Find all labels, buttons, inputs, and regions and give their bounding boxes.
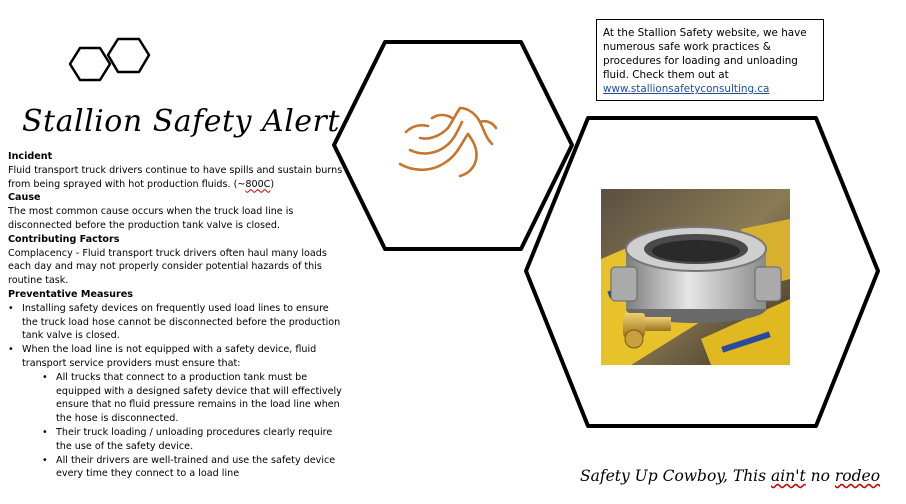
sub-measure-item: • All their drivers are well-trained and use the safety device every time they connect to a load line [8,454,343,482]
alert-title: Stallion Safety Alert [22,104,340,139]
incident-text: Fluid transport truck drivers continue to have spills and sustain burns from being sprayed with hot production fluids. (~800C) [8,164,343,190]
small-hexagon-left [70,48,110,80]
temperature-value: 800C [245,178,271,190]
incident-heading: Incident [8,151,53,162]
measure-item: • When the load line is not equipped with a safety device, fluid transport service providers must ensure that: [8,343,343,371]
measure-item: • Installing safety devices on frequently used load lines to ensure the truck load hose cannot be disconnected before the production tank valve is closed. [8,302,343,343]
sub-measure-item: • Their truck loading / unloading procedures clearly require the use of the safety device. [8,426,343,454]
footer-slogan: Safety Up Cowboy, This ain't no rodeo [580,467,881,485]
measures-list [8,302,343,371]
factors-heading: Contributing Factors [8,233,120,245]
cause-text: The most common cause occurs when the truck load line is disconnected before the production tank valve is closed. [8,206,294,231]
info-text: At the Stallion Safety website, we have numerous safe work practices & procedures for loading and unloading fluid. Check them out at [603,27,807,81]
measures-heading: Preventative Measures [8,288,133,300]
alert-body [8,150,343,481]
cause-heading: Cause [8,192,41,204]
factors-text: Complacency - Fluid transport truck drivers often haul many loads each day and may not properly consider potential hazards of this routine task. [8,247,327,287]
sub-measure-item: • All trucks that connect to a production tank must be equipped with a designed safety device that will effectively ensure that no fluid pressure remains in the load line when the hose is disconnected. [8,371,343,426]
website-info-box [596,19,824,101]
coupling-photo [601,189,790,365]
small-hexagon-right [108,39,149,72]
website-link[interactable]: www.stallionsafetyconsulting.ca [603,83,770,95]
stallion-logo-icon [392,98,500,182]
sub-measures-list [8,371,343,481]
